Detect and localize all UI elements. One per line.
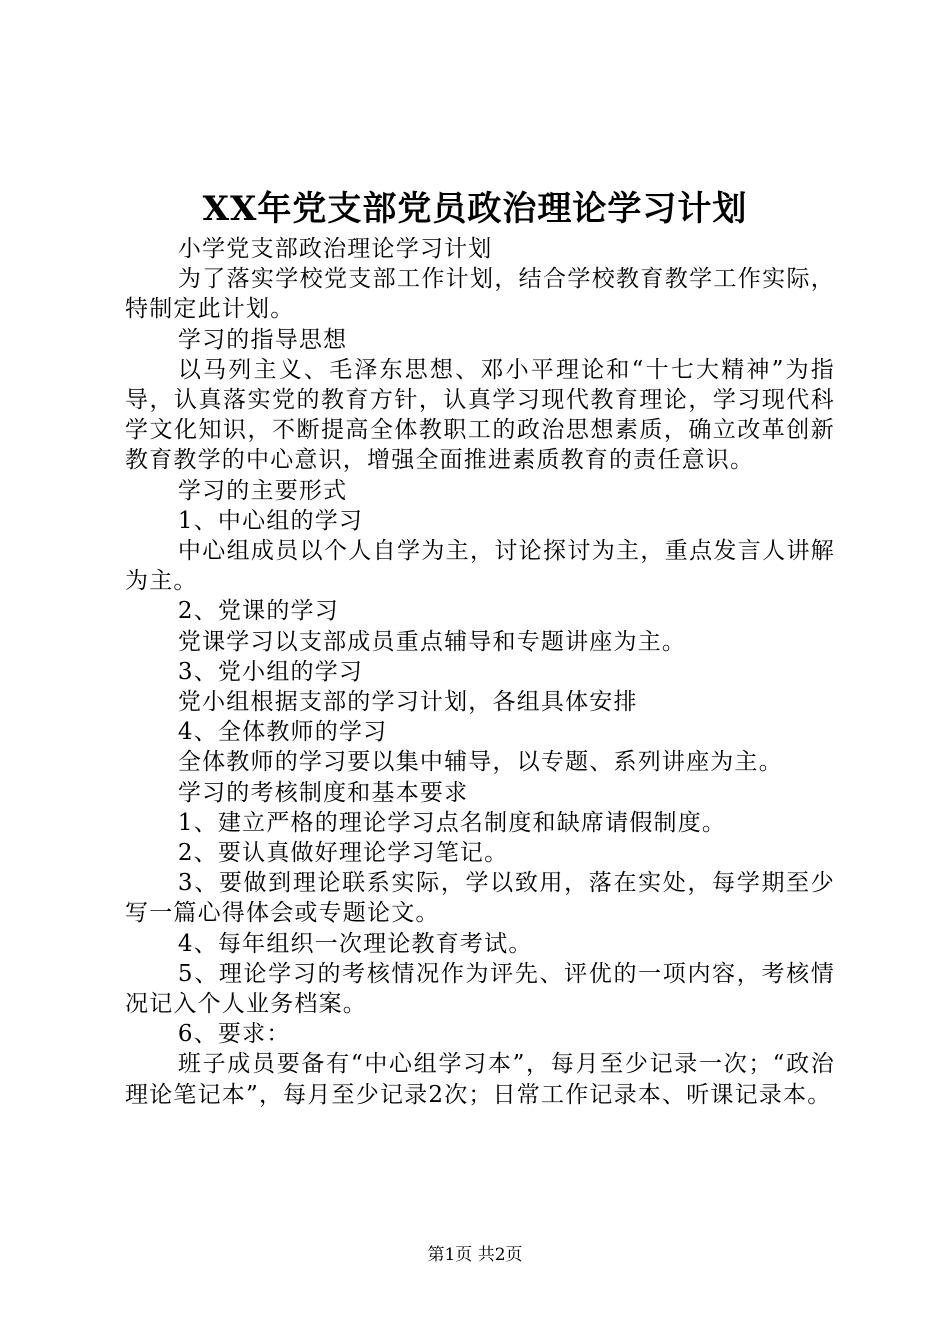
list-item: 2、要认真做好理论学习笔记。 [177,840,509,867]
paragraph: 班子成员要备有“中心组学习本”，每月至少记录一次；“政治理论笔记本”，每月至少记录2次；日常工作记录本、听课记录本。 [125,1051,835,1108]
list-item: 5、理论学习的考核情况作为评先、评优的一项内容，考核情况记入个人业务档案。 [125,960,835,1018]
list-item: 6、要求： [177,1021,291,1048]
paragraph: 以马列主义、毛泽东思想、邓小平理论和“十七大精神”为指导，认真落实党的教育方针，认真学习现代教育理论，学习现代科学文化知识，不断提高全体教职工的政治思想素质，确立改革创新教育教学的中心意识，增强全面推进素质教育的责任意识。 [125,356,835,474]
paragraph: 中心组成员以个人自学为主，讨论探讨为主，重点发言人讲解为主。 [125,538,835,595]
list-item: 1、建立严格的理论学习点名制度和缺席请假制度。 [177,809,727,836]
list-item: 3、要做到理论联系实际，学以致用，落在实处，每学期至少写一篇心得体会或专题论文。 [125,870,835,927]
list-item-heading: 2、党课的学习 [177,598,339,625]
section-heading: 学习的考核制度和基本要求 [177,779,469,806]
paragraph: 小学党支部政治理论学习计划 [177,236,493,262]
list-item-heading: 4、全体教师的学习 [177,719,388,746]
paragraph: 全体教师的学习要以集中辅导，以专题、系列讲座为主。 [177,749,783,776]
document-body [125,234,835,1110]
page-footer: 第1页 共2页 [427,1245,523,1265]
list-item-heading: 3、党小组的学习 [177,658,364,685]
paragraph: 党课学习以支部成员重点辅导和专题讲座为主。 [177,628,687,655]
list-item: 4、每年组织一次理论教育考试。 [177,930,533,957]
document-title: XX年党支部党员政治理论学习计划 [202,189,748,229]
section-heading: 学习的主要形式 [177,477,348,504]
paragraph: 为了落实学校党支部工作计划，结合学校教育教学工作实际，特制定此计划。 [125,266,835,323]
section-heading: 学习的指导思想 [177,326,348,353]
list-item-heading: 1、中心组的学习 [177,507,364,534]
paragraph: 党小组根据支部的学习计划，各组具体安排 [177,689,638,716]
